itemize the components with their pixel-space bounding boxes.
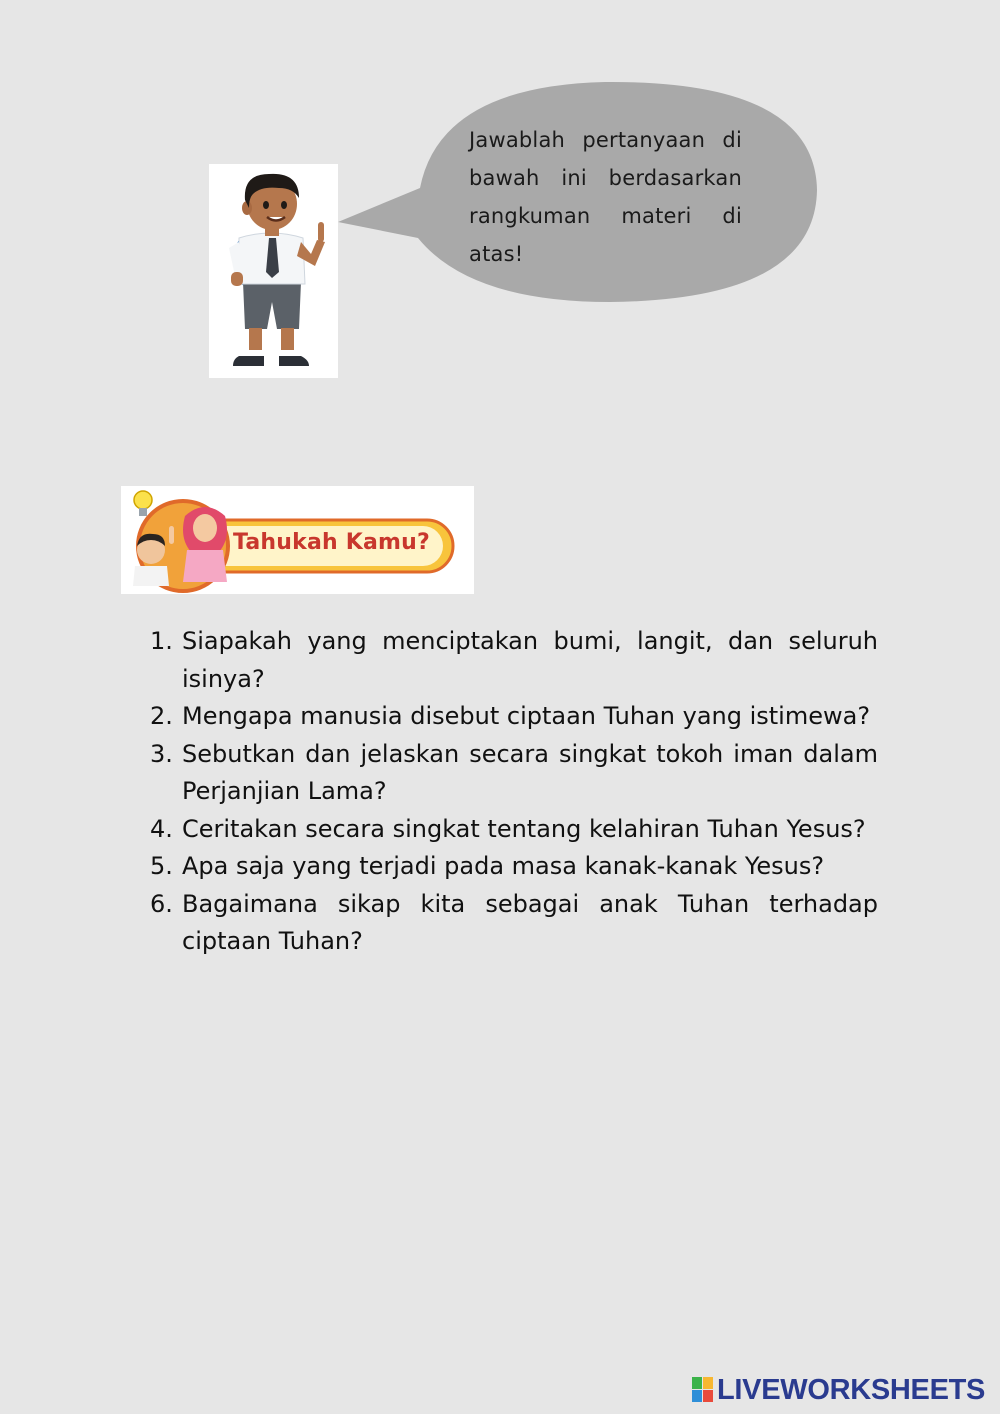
tahukah-kamu-banner <box>121 486 474 594</box>
speech-bubble-text: Jawablah pertanyaan di bawah ini berdasarkan rangkuman materi di atas! <box>469 128 742 266</box>
question-text: Siapakah yang menciptakan bumi, langit, dan seluruh isinya? <box>182 627 878 693</box>
liveworksheets-logo-icon <box>692 1377 714 1403</box>
question-number: 1. <box>150 627 173 655</box>
question-text: Apa saja yang terjadi pada masa kanak-kanak Yesus? <box>182 852 825 880</box>
question-number: 2. <box>150 702 173 730</box>
list-item <box>150 736 878 811</box>
question-number: 3. <box>150 739 173 768</box>
list-item <box>150 698 878 736</box>
list-item <box>150 848 878 886</box>
watermark-text: LIVEWORKSHEETS <box>717 1373 986 1406</box>
liveworksheets-watermark[interactable] <box>692 1373 985 1407</box>
question-text: Ceritakan secara singkat tentang kelahiran Tuhan Yesus? <box>182 814 866 843</box>
question-list <box>150 623 878 961</box>
list-item <box>150 811 878 849</box>
banner-title: Tahukah Kamu? <box>233 530 430 555</box>
student-boy-illustration <box>209 164 338 378</box>
question-number: 5. <box>150 852 173 880</box>
question-text: Sebutkan dan jelaskan secara singkat tokoh iman dalam Perjanjian Lama? <box>182 739 878 805</box>
question-number: 6. <box>150 889 173 918</box>
question-text: Mengapa manusia disebut ciptaan Tuhan yang istimewa? <box>182 702 871 730</box>
question-text: Bagaimana sikap kita sebagai anak Tuhan terhadap ciptaan Tuhan? <box>182 889 878 955</box>
question-number: 4. <box>150 814 173 843</box>
list-item <box>150 886 878 961</box>
list-item <box>150 623 878 698</box>
boy-pointing-icon <box>209 164 338 378</box>
